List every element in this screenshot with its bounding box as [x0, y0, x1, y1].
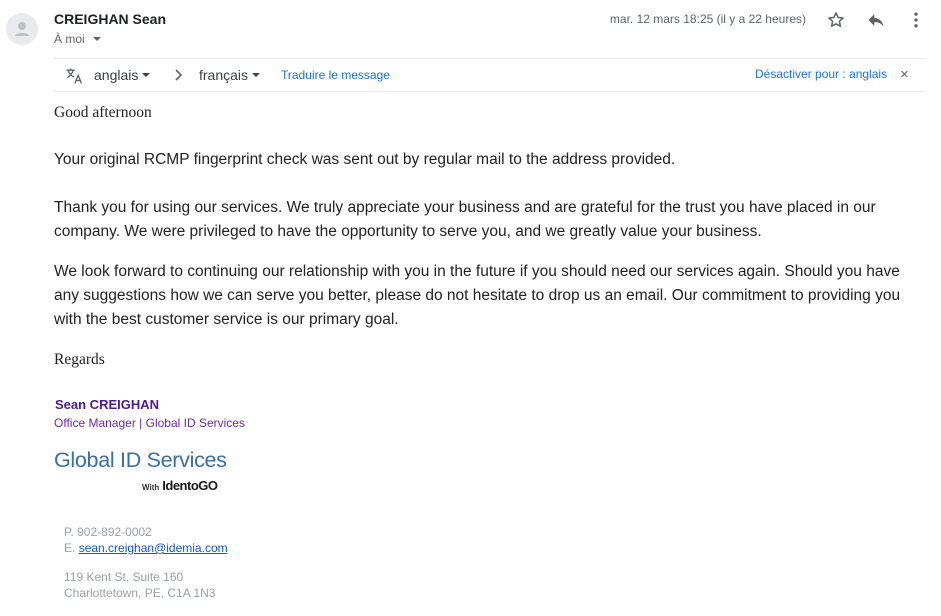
translate-icon	[64, 66, 84, 86]
source-language-select[interactable]	[94, 67, 150, 83]
chevron-right-icon	[174, 69, 184, 81]
star-button[interactable]	[824, 8, 848, 32]
chevron-down-icon	[252, 73, 260, 77]
closing: Regards	[54, 351, 105, 368]
greeting: Good afternoon	[54, 104, 152, 121]
target-language-label: français	[199, 67, 249, 83]
source-language-label: anglais	[94, 67, 139, 83]
contact-phone: P. 902-892-0002	[64, 525, 152, 539]
reply-button[interactable]	[864, 8, 888, 32]
email-link[interactable]: sean.creighan@idemia.com	[78, 541, 228, 555]
contact-email-line	[64, 541, 228, 556]
paragraph-3: We look forward to continuing our relationship with you in the future if you should need our services again. Should you have any suggestions how we can serve you better, please do not hesitate to drop us an email. Our commitment to providing you with the best customer service is our primary goal.	[54, 263, 901, 328]
message-date: mar. 12 mars 18:25 (il y a 22 heures)	[609, 12, 806, 26]
paragraph-1: Your original RCMP fingerprint check was sent out by regular mail to the address provided.	[54, 151, 676, 168]
chevron-down-icon	[142, 73, 150, 77]
translate-message-link[interactable]: Traduire le message	[281, 68, 390, 82]
logo-with-text: With	[142, 483, 160, 492]
sender-name[interactable]: CREIGHAN Sean	[54, 11, 167, 27]
signature-name: Sean CREIGHAN	[55, 397, 160, 412]
more-options-button[interactable]	[904, 8, 928, 32]
chevron-down-icon	[93, 37, 101, 41]
company-logo-text: Global ID Services	[54, 448, 227, 472]
address-line-1: 119 Kent St, Suite 160	[64, 570, 184, 584]
more-vertical-icon	[906, 10, 926, 30]
translate-bar	[54, 58, 926, 92]
identogo-logo	[142, 478, 217, 493]
person-icon	[6, 13, 38, 45]
recipient-label: À moi	[54, 32, 85, 46]
target-language-select[interactable]	[199, 67, 260, 83]
logo-identogo-text: IdentoGO	[162, 478, 218, 493]
paragraph-2: Thank you for using our services. We truly appreciate your business and are grateful for the trust you have placed in our company. We were privileged to have the opportunity to serve you, and we greatly value your business.	[54, 199, 876, 240]
sender-avatar[interactable]	[6, 13, 38, 45]
address-line-2: Charlottetown, PE, C1A 1N3	[64, 586, 216, 600]
star-icon	[826, 10, 846, 30]
email-prefix: E.	[64, 541, 76, 555]
recipient-details-toggle[interactable]	[54, 32, 101, 46]
close-icon[interactable]: ×	[900, 66, 909, 83]
signature-title: Office Manager | Global ID Services	[54, 416, 245, 430]
reply-icon	[866, 10, 886, 30]
disable-translation-link[interactable]: Désactiver pour : anglais	[755, 67, 888, 81]
